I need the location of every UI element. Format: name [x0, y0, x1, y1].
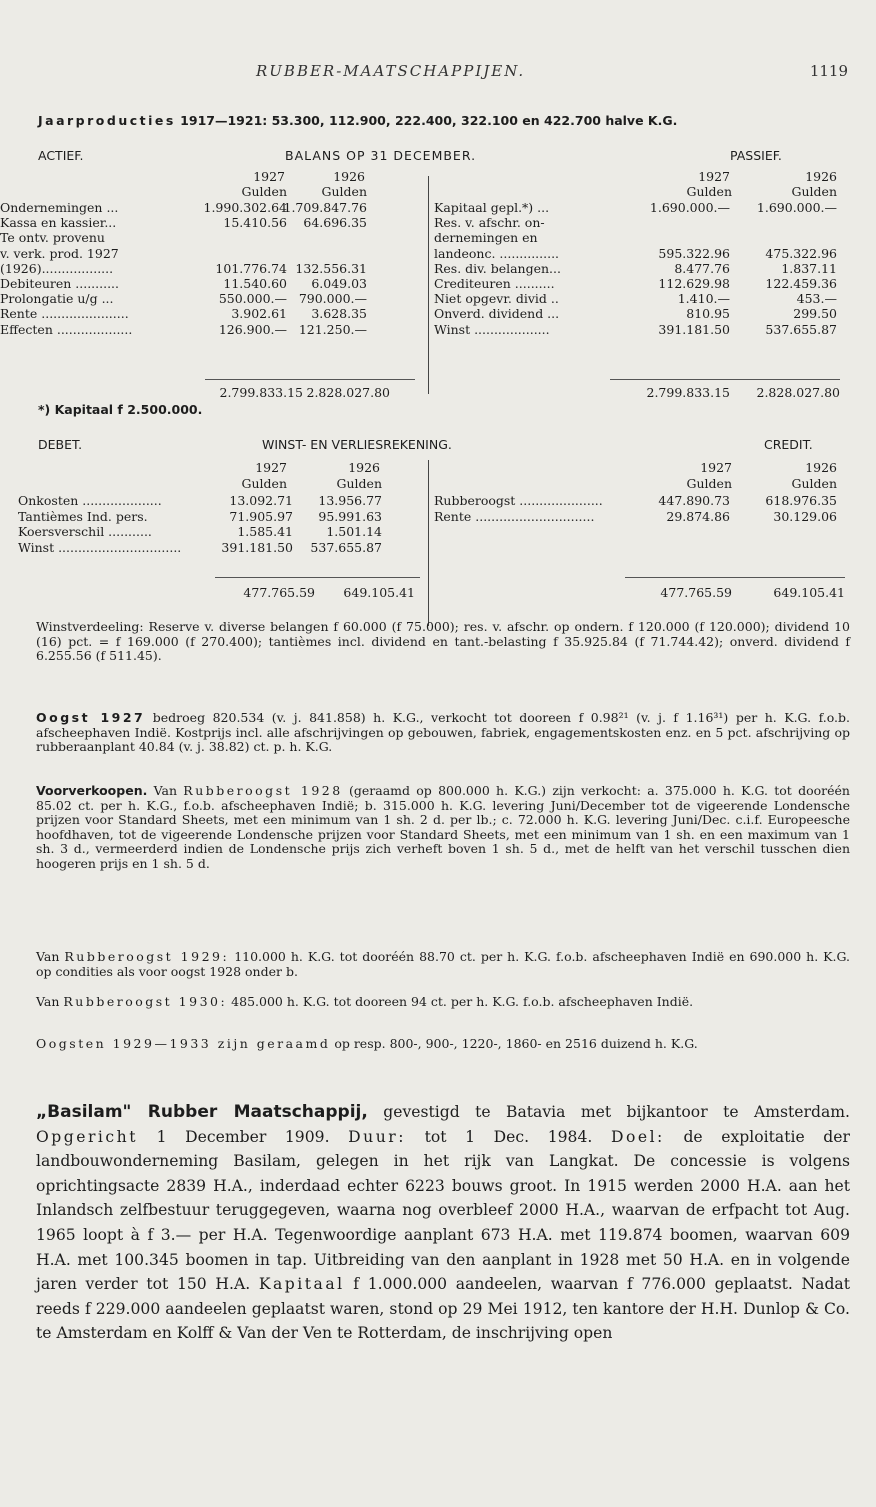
- harvest-1930-spaced: Rubberoogst 1930:: [63, 994, 228, 1009]
- debit-row-label: Winst ...............................: [18, 540, 182, 555]
- profit-loss-heading: WINST- EN VERLIESREKENING.: [262, 437, 452, 452]
- asset-row-value-1927: 11.540.60: [223, 276, 287, 291]
- asset-row-label: Effecten ...................: [0, 322, 133, 337]
- unit-label: Gulden: [791, 476, 837, 491]
- liability-row-value-1926: 122.459.36: [765, 276, 837, 291]
- running-header: [0, 62, 876, 86]
- forward-sales-text: (geraamd op 800.000 h. K.G.) zijn verkocht: a. 375.000 h. K.G. tot dooréén 85.02 ct. per h. K.G., f.o.b. afscheephaven Indië; b. 315.000 h. K.G. levering Juni/December tot de vigeerende Londensche prijzen voor Standard Sheets, met een minimum van 1 sh. 2 d. per lb.; c. 72.000 h. K.G. levering Juni/Dec. c.i.f. Europeesche hoofdhaven, tot de vigeerende Londensche prijzen voor Standard Sheets, met een minimum van 1 sh. en een maximum van 1 sh. 3 d., vermeerderd indien de Londensche prijs zich verheft boven 1 sh. 5 d., met de helft van het verschil tusschen dien hoogeren prijs en 1 sh. 5 d.: [36, 783, 850, 871]
- asset-row-label: (1926)..................: [0, 261, 114, 276]
- credit-row-label: Rubberoogst .....................: [434, 494, 603, 508]
- assets-total-1926: 2.828.027.80: [306, 385, 390, 400]
- harvest-1929-paragraph: [36, 950, 850, 979]
- debit-total-1926: 649.105.41: [343, 585, 415, 600]
- liability-row-value-1926: 537.655.87: [765, 321, 837, 337]
- balance-divider: [428, 176, 429, 394]
- asset-row-label: Prolongatie u/g ...: [0, 292, 114, 307]
- year-1926: 1926: [348, 460, 380, 475]
- basilam-spaced: Doel:: [610, 1127, 665, 1146]
- liability-row-value-1926: 475.322.96: [765, 245, 837, 261]
- asset-row-value-1927: 3.902.61: [231, 306, 287, 322]
- liability-row-label: dernemingen en: [434, 231, 538, 246]
- debit-row-label: Koersverschil ...........: [18, 525, 152, 540]
- harvest-estimates-text: op resp. 800-, 900-, 1220-, 1860- en 2516 duizend h. K.G.: [330, 1036, 698, 1051]
- asset-row-value-1926: 121.250.—: [298, 321, 367, 337]
- debit-total-rule: [215, 577, 420, 578]
- basilam-spaced: Kapitaal: [258, 1275, 345, 1294]
- asset-row-label: Debiteuren ...........: [0, 277, 119, 291]
- forward-sales-paragraph: [36, 784, 850, 872]
- debit-row-value-1927: 391.181.50: [221, 539, 293, 555]
- year-1927: 1927: [698, 169, 730, 184]
- liability-row-value-1927: 810.95: [686, 306, 730, 322]
- liabilities-heading: PASSIEF.: [730, 148, 782, 163]
- basilam-text: gevestigd te Batavia met bijkantoor te Amsterdam.: [367, 1103, 850, 1121]
- asset-row-value-1926: 132.556.31: [295, 260, 367, 276]
- basilam-text: tot 1 Dec. 1984.: [405, 1127, 611, 1146]
- assets-total-1927: 2.799.833.15: [219, 385, 303, 400]
- liabilities-total-rule: [610, 379, 840, 380]
- running-title: RUBBER-MAATSCHAPPIJEN.: [256, 62, 526, 80]
- asset-row-label: Te ontv. provenu: [0, 231, 105, 246]
- production-label: Jaarproducties: [38, 113, 176, 128]
- credit-row-value-1927: 29.874.86: [666, 508, 730, 524]
- liabilities-total-1926: 2.828.027.80: [756, 385, 840, 400]
- liability-row-value-1927: 112.629.98: [658, 276, 730, 291]
- unit-label: Gulden: [241, 476, 287, 491]
- credit-total-1927: 477.765.59: [660, 585, 732, 600]
- liability-row-label: landeonc. ...............: [434, 246, 560, 261]
- debit-row-value-1927: 13.092.71: [229, 493, 293, 508]
- debit-row-value-1926: 537.655.87: [310, 539, 382, 555]
- credit-row-value-1926: 618.976.35: [765, 493, 837, 508]
- asset-row-label: Kassa en kassier...: [0, 216, 117, 231]
- liability-row-label: Res. div. belangen...: [434, 261, 561, 276]
- unit-label: Gulden: [686, 476, 732, 491]
- credit-row-label: Rente ..............................: [434, 509, 595, 524]
- asset-row-label: v. verk. prod. 1927: [0, 246, 119, 261]
- unit-label: Gulden: [686, 184, 732, 199]
- harvest-1929-text: Van: [36, 949, 65, 964]
- liability-row-value-1926: 1.690.000.—: [756, 200, 837, 215]
- production-line: [38, 113, 677, 128]
- debit-row-value-1926: 13.956.77: [318, 493, 382, 508]
- unit-label: Gulden: [241, 184, 287, 199]
- harvest-1929-spaced: Rubberoogst 1929:: [64, 949, 230, 964]
- liability-row-label: Niet opgevr. divid ..: [434, 292, 559, 307]
- asset-row-value-1927: 101.776.74: [215, 260, 287, 276]
- basilam-text: de exploitatie der landbouwonderneming Basilam, gelegen in het rijk van Langkat. De concessie is volgens oprichtingsacte 2839 H.A., inderdaad echter 6223 bouws groot. In 1915 werden 2000 H.A. aan het Inlandsch zelfbestuur teruggegeven, waarna nog overbleef 2000 H.A., waarvan de erfpacht tot Aug. 1965 loopt à f 3.— per H.A. Tegenwoordige aanplant 673 H.A. met 119.874 boomen, waarvan 609 H.A. met 100.345 boomen in tap. Uitbreiding van den aanplant in 1928 met 50 H.A. en in volgende jaren verder tot 150 H.A.: [36, 1127, 850, 1294]
- year-1927: 1927: [255, 460, 287, 475]
- debit-row-value-1927: 1.585.41: [237, 524, 293, 540]
- forward-sales-spaced: Rubberoogst 1928: [183, 783, 343, 798]
- asset-row-label: Ondernemingen ...: [0, 201, 119, 215]
- credit-heading: CREDIT.: [764, 437, 813, 452]
- asset-row-value-1926: 6.049.03: [311, 276, 367, 291]
- harvest-1927-text: bedroeg 820.534 (v. j. 841.858) h. K.G., verkocht tot dooreen f 0.98²¹ (v. j. f 1.16³¹) per h. K.G. f.o.b. afscheephaven Indië. Kostprijs incl. alle afschrijvingen op gebouwen, fabriek, engagementskosten enz. en 5 pct. afschrijving op rubberaanplant 40.84 (v. j. 38.82) ct. p. h. K.G.: [36, 710, 850, 755]
- balance-heading: BALANS OP 31 DECEMBER.: [285, 148, 477, 163]
- asset-row-value-1926: 1.709.847.76: [283, 200, 367, 215]
- credit-row-value-1927: 447.890.73: [658, 493, 730, 508]
- liability-row-value-1926: 299.50: [793, 306, 837, 322]
- debit-heading: DEBET.: [38, 437, 83, 452]
- profit-distribution-paragraph: Winstverdeeling: Reserve v. diverse belangen f 60.000 (f 75.000); res. v. afschr. op ondern. f 120.000 (f 120.000); dividend 10 (16) pct. = f 169.000 (f 270.400); tantièmes incl. dividend en tant.-belasting f 35.925.84 (f 71.744.42); onverd. dividend f 6.255.56 (f 511.45).: [36, 619, 850, 664]
- liability-row-label: Onverd. dividend ...: [434, 307, 560, 322]
- year-1927: 1927: [253, 169, 285, 184]
- year-1926: 1926: [805, 169, 837, 184]
- asset-row-value-1927: 15.410.56: [223, 215, 287, 231]
- company-name: „Basilam" Rubber Maatschappij,: [36, 1102, 368, 1122]
- basilam-text: 1 December 1909.: [137, 1127, 349, 1146]
- production-text: 1917—1921: 53.300, 112.900, 222.400, 322.100 en 422.700 halve K.G.: [175, 113, 678, 128]
- credit-total-1926: 649.105.41: [773, 585, 845, 600]
- asset-row-value-1927: 126.900.—: [218, 321, 287, 337]
- capital-footnote: *) Kapitaal f 2.500.000.: [38, 402, 203, 417]
- basilam-text: f 1.000.000 aandeelen, waarvan f 776.000 geplaatst. Nadat reeds f 229.000 aandeelen geplaatst waren, stond op 29 Mei 1912, ten kantore der H.H. Dunlop & Co. te Amsterdam en Kolff & Van der Ven te Rotterdam, de inschrijving open: [36, 1275, 850, 1343]
- harvest-1927-paragraph: [36, 711, 850, 755]
- year-1927: 1927: [700, 460, 732, 475]
- liability-row-value-1926: 453.—: [796, 291, 837, 307]
- year-1926: 1926: [333, 169, 365, 184]
- harvest-1930-text: Van: [36, 994, 64, 1009]
- asset-row-value-1926: 790.000.—: [298, 291, 367, 307]
- basilam-spaced: Duur:: [348, 1127, 406, 1146]
- liability-row-value-1926: 1.837.11: [781, 260, 837, 276]
- liability-row-value-1927: 391.181.50: [658, 321, 730, 337]
- year-1926: 1926: [805, 460, 837, 475]
- debit-total-1927: 477.765.59: [243, 585, 315, 600]
- page-number: 1119: [809, 62, 848, 80]
- harvest-1930-paragraph: [36, 995, 850, 1010]
- unit-label: Gulden: [791, 184, 837, 199]
- harvest-estimates-spaced: Oogsten 1929—1933 zijn geraamd: [36, 1036, 331, 1051]
- debit-row-value-1926: 1.501.14: [326, 524, 382, 540]
- credit-row-value-1926: 30.129.06: [773, 508, 837, 524]
- pl-divider: [428, 460, 429, 626]
- assets-heading: ACTIEF.: [38, 148, 84, 163]
- debit-row-label: Tantièmes Ind. pers.: [18, 509, 148, 524]
- liability-row-label: Kapitaal gepl.*) ...: [434, 201, 550, 215]
- liabilities-total-1927: 2.799.833.15: [646, 385, 730, 400]
- assets-total-rule: [205, 379, 415, 380]
- debit-row-label: Onkosten ....................: [18, 494, 162, 508]
- asset-row-value-1926: 3.628.35: [311, 306, 367, 322]
- harvest-1930-text: 485.000 h. K.G. tot dooreen 94 ct. per h. K.G. f.o.b. afscheephaven Indië.: [227, 994, 694, 1009]
- forward-sales-lead: Voorverkoopen.: [36, 783, 148, 798]
- asset-row-value-1926: 64.696.35: [303, 215, 367, 231]
- forward-sales-text: Van: [147, 783, 184, 798]
- liability-row-value-1927: 8.477.76: [674, 260, 730, 276]
- liability-row-label: Res. v. afschr. on-: [434, 216, 545, 231]
- asset-row-label: Rente ......................: [0, 307, 129, 322]
- unit-label: Gulden: [336, 476, 382, 491]
- harvest-1927-lead: Oogst 1927: [36, 710, 146, 725]
- asset-row-value-1927: 550.000.—: [218, 291, 287, 307]
- harvest-1929-text: 110.000 h. K.G. tot dooréén 88.70 ct. per h. K.G. f.o.b. afscheephaven Indië en 690.000 h. K.G. op condities als voor oogst 1928 onder b.: [36, 949, 851, 979]
- unit-label: Gulden: [321, 184, 367, 199]
- credit-total-rule: [625, 577, 845, 578]
- liability-row-value-1927: 1.690.000.—: [649, 200, 730, 215]
- liability-row-value-1927: 595.322.96: [658, 245, 730, 261]
- liability-row-value-1927: 1.410.—: [677, 291, 730, 307]
- liability-row-label: Crediteuren ..........: [434, 277, 555, 291]
- asset-row-value-1927: 1.990.302.64: [203, 200, 287, 215]
- basilam-paragraph: [36, 1100, 850, 1346]
- harvest-estimates-paragraph: [36, 1037, 850, 1052]
- liability-row-label: Winst ...................: [434, 322, 550, 337]
- basilam-spaced: Opgericht: [36, 1127, 138, 1146]
- debit-row-value-1927: 71.905.97: [229, 508, 293, 524]
- debit-row-value-1926: 95.991.63: [318, 508, 382, 524]
